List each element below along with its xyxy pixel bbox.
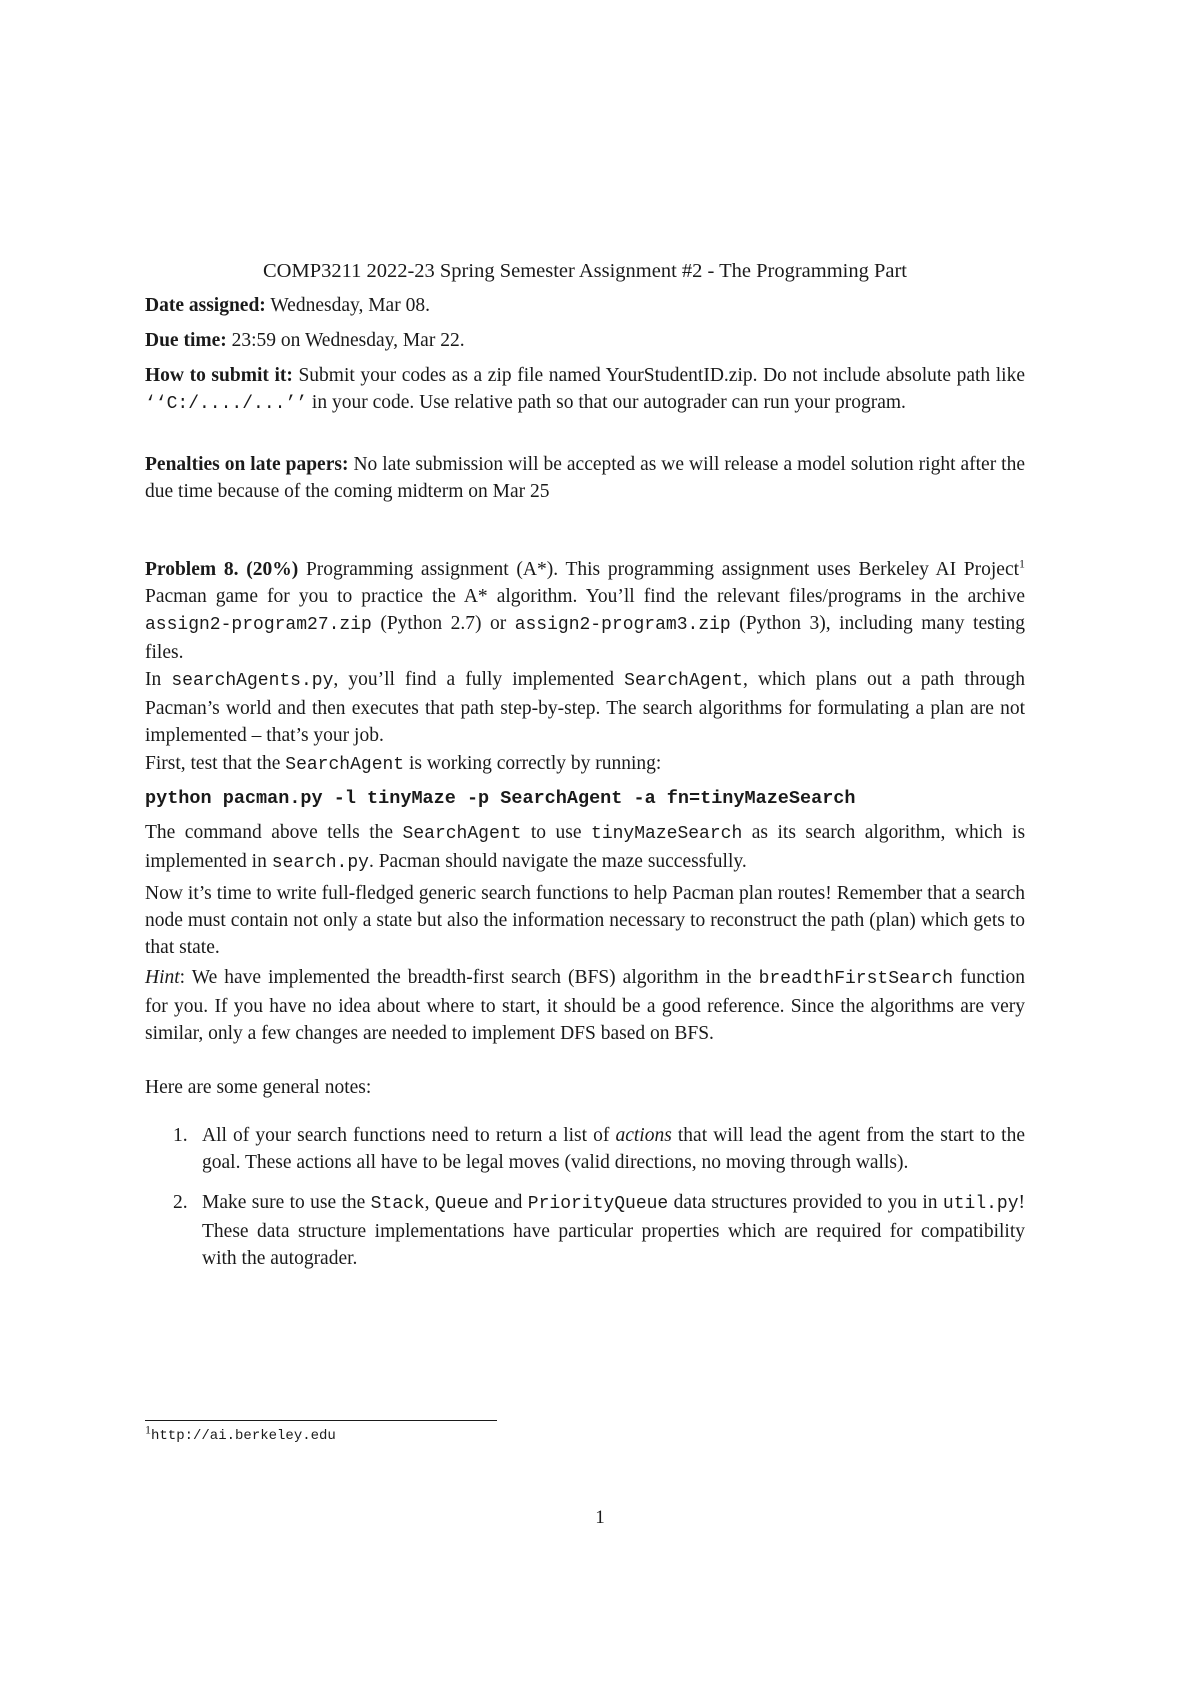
- problem-weight: (20%): [246, 559, 299, 580]
- class-priorityqueue: PriorityQueue: [527, 1194, 669, 1214]
- footnote-divider: [145, 1420, 497, 1421]
- text-span: , which plans out a path through Pacman’s world and then executes that path step-by-step. The search algorithms for formulating a plan are not implemented – that’s your job.: [145, 669, 1026, 746]
- emphasis-actions: actions: [615, 1125, 672, 1146]
- archive-py3: assign2-program3.zip: [514, 615, 731, 635]
- text-span: is working correctly by running:: [408, 753, 662, 774]
- notes-list: [145, 1122, 1025, 1272]
- text-span: , you’ll find a fully implemented: [333, 669, 615, 690]
- notes-intro: Here are some general notes:: [145, 1077, 372, 1098]
- file-searchagents: searchAgents.py: [171, 671, 334, 691]
- class-searchagent: SearchAgent: [285, 755, 405, 775]
- class-queue: Queue: [434, 1194, 489, 1214]
- footnote-url: http://ai.berkeley.edu: [151, 1428, 336, 1444]
- class-stack: Stack: [370, 1194, 425, 1214]
- class-searchagent: SearchAgent: [402, 824, 522, 844]
- text-span: and: [494, 1192, 523, 1213]
- list-item: [145, 1189, 1025, 1272]
- text-span: as its search algorithm, which is implemented in: [145, 822, 1026, 872]
- text-span: First, test that the: [145, 753, 281, 774]
- search-functions-paragraph: Now it’s time to write full-fledged generic search functions to help Pacman plan routes! Remember that a search node must contain not only a state but also the information necessary to reconstruct the path (plan) which gets to that state.: [145, 883, 1025, 958]
- text-span: that will lead the agent from the start to the goal. These actions all have to be legal moves (valid directions, no moving through walls).: [202, 1125, 1026, 1173]
- text-span: Make sure to use the: [202, 1192, 366, 1213]
- text-span: . Pacman should navigate the maze successfully.: [368, 851, 747, 872]
- submit-text-1: Submit your codes as a zip file named YourStudentID.zip. Do not include absolute path like: [298, 365, 1025, 386]
- submit-label: How to submit it:: [145, 365, 293, 386]
- archive-py27: assign2-program27.zip: [145, 615, 372, 635]
- function-tinymazesearch: tinyMazeSearch: [591, 824, 743, 844]
- run-command: python pacman.py -l tinyMaze -p SearchAgent -a fn=tinyMazeSearch: [145, 788, 856, 809]
- list-item: [145, 1122, 1025, 1176]
- page-title: COMP3211 2022-23 Spring Semester Assignment #2 - The Programming Part: [262, 260, 908, 282]
- problem-intro-4: (Python 3), including many testing files.: [145, 613, 1026, 663]
- footnote: [145, 1422, 336, 1446]
- class-searchagent: SearchAgent: [624, 671, 743, 691]
- file-util: util.py: [942, 1194, 1019, 1214]
- text-span: to use: [530, 822, 582, 843]
- function-breadthfirstsearch: breadthFirstSearch: [758, 969, 954, 989]
- text-span: In: [145, 669, 162, 690]
- date-value: Wednesday, Mar 08.: [270, 295, 430, 316]
- due-label: Due time:: [145, 330, 227, 351]
- problem-intro-2: Pacman game for you to practice the A* algorithm. You’ll find the relevant files/programs in the archive: [145, 586, 1025, 607]
- text-span: All of your search functions need to return a list of: [202, 1125, 610, 1146]
- problem-intro: [145, 556, 1025, 666]
- late-penalty: [145, 451, 1025, 505]
- footnote-mark: 1: [145, 1422, 151, 1437]
- page-number: 1: [595, 1507, 605, 1528]
- submission-instructions: [145, 362, 1025, 418]
- text-span: function for you. If you have no idea about where to start, it should be a good reference. Since the algorithms are very similar, only a few changes are needed to implement DFS based on BFS.: [145, 967, 1026, 1044]
- list-number: 1.: [173, 1125, 188, 1146]
- text-span: data structures provided to you in: [673, 1192, 938, 1213]
- list-number: 2.: [173, 1192, 188, 1213]
- submit-text-2: in your code. Use relative path so that our autograder can run your program.: [311, 392, 906, 413]
- problem-label: Problem 8.: [145, 559, 239, 580]
- penalty-text: No late submission will be accepted as we will release a model solution right after the due time because of the coming midterm on Mar 25: [145, 454, 1026, 502]
- search-agents-paragraph: [145, 666, 1025, 749]
- date-assigned: [145, 292, 1025, 319]
- hint-label: Hint: [145, 967, 180, 988]
- hint-paragraph: [145, 964, 1025, 1047]
- text-span: : We have implemented the breadth-first search (BFS) algorithm in the: [179, 967, 752, 988]
- first-test-paragraph: [145, 750, 1025, 779]
- submit-path-example: ‘‘C:/..../...’’: [145, 394, 308, 414]
- date-label: Date assigned:: [145, 295, 266, 316]
- footnote-ref: 1: [1019, 556, 1026, 571]
- file-search: search.py: [271, 853, 369, 873]
- text-span: ,: [424, 1192, 430, 1213]
- penalty-label: Penalties on late papers:: [145, 454, 349, 475]
- text-span: ! These data structure implementations have particular properties which are required for compatibility with the autograder.: [202, 1192, 1026, 1269]
- due-time: [145, 327, 1025, 354]
- command-explanation: [145, 819, 1025, 877]
- problem-intro-3: (Python 2.7) or: [380, 613, 507, 634]
- problem-intro-1: Programming assignment (A*). This programming assignment uses Berkeley AI Project: [305, 559, 1020, 580]
- due-value: 23:59 on Wednesday, Mar 22.: [231, 330, 465, 351]
- text-span: The command above tells the: [145, 822, 394, 843]
